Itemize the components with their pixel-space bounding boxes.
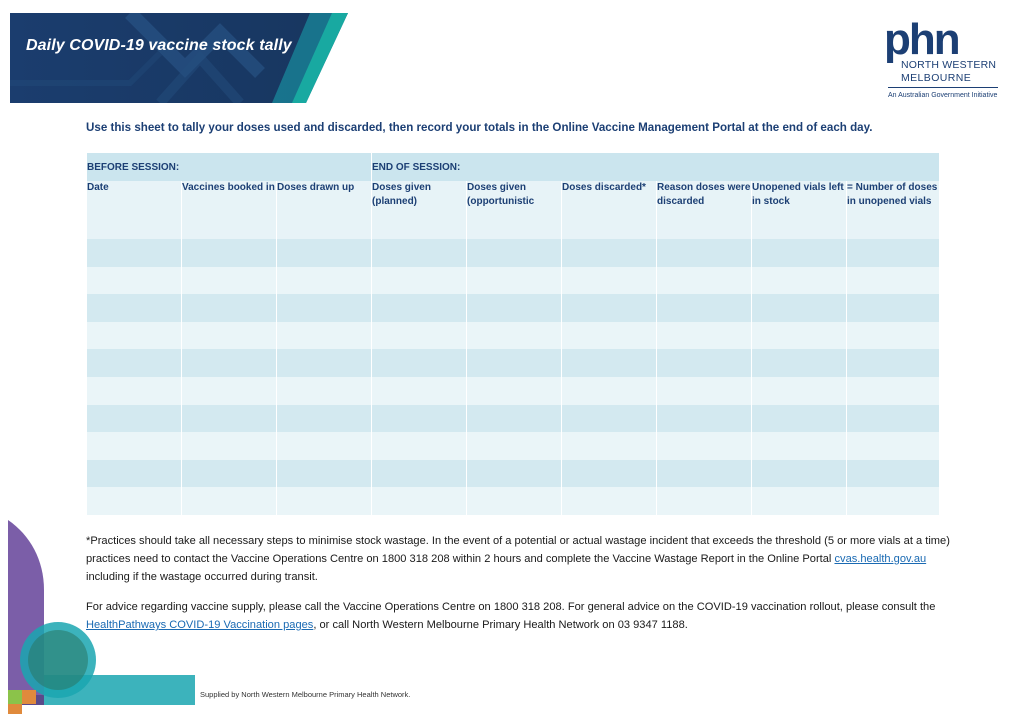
page-title: Daily COVID-19 vaccine stock tally — [26, 37, 292, 54]
col-header-unopened-vials: Unopened vials left in stock — [752, 181, 847, 239]
table-cell[interactable] — [372, 322, 467, 350]
table-row — [87, 294, 940, 322]
healthpathways-link[interactable]: HealthPathways COVID-19 Vaccination pages — [86, 619, 314, 631]
table-cell[interactable] — [277, 405, 372, 433]
advice-text-2: , or call North Western Melbourne Primary Health Network on 03 9347 1188. — [313, 619, 688, 631]
table-cell[interactable] — [467, 267, 562, 295]
table-cell[interactable] — [182, 267, 277, 295]
col-header-doses-in-vials: = Number of doses in unopened vials — [847, 181, 940, 239]
table-cell[interactable] — [752, 432, 847, 460]
cvas-link[interactable]: cvas.health.gov.au — [834, 553, 927, 565]
table-cell[interactable] — [277, 487, 372, 515]
table-cell[interactable] — [372, 460, 467, 488]
table-cell[interactable] — [87, 322, 182, 350]
table-cell[interactable] — [562, 487, 657, 515]
col-header-reason-discarded: Reason doses were discarded — [657, 181, 752, 239]
table-cell[interactable] — [562, 377, 657, 405]
table-cell[interactable] — [657, 460, 752, 488]
header-banner — [10, 13, 350, 103]
table-cell[interactable] — [847, 405, 940, 433]
table-cell[interactable] — [847, 349, 940, 377]
table-cell[interactable] — [372, 487, 467, 515]
table-row — [87, 487, 940, 515]
section-header-row — [87, 153, 940, 181]
logo-divider — [888, 87, 998, 88]
table-cell[interactable] — [562, 294, 657, 322]
table-cell[interactable] — [182, 432, 277, 460]
intro-text: Use this sheet to tally your doses used and discarded, then record your totals in the Online Vaccine Management Portal at the end of each day. — [86, 121, 873, 134]
table-cell[interactable] — [467, 432, 562, 460]
table-cell[interactable] — [277, 294, 372, 322]
phn-logo — [884, 15, 1014, 104]
table-cell[interactable] — [467, 487, 562, 515]
table-cell[interactable] — [467, 322, 562, 350]
table-cell[interactable] — [562, 349, 657, 377]
table-cell[interactable] — [372, 377, 467, 405]
table-cell[interactable] — [277, 432, 372, 460]
table-cell[interactable] — [87, 405, 182, 433]
table-cell[interactable] — [752, 405, 847, 433]
table-cell[interactable] — [847, 432, 940, 460]
table-cell[interactable] — [277, 460, 372, 488]
logo-line-1: NORTH WESTERN — [901, 59, 997, 71]
tally-table — [86, 153, 940, 515]
table-cell[interactable] — [372, 349, 467, 377]
table-cell[interactable] — [182, 322, 277, 350]
table-cell[interactable] — [372, 405, 467, 433]
col-header-doses-drawn: Doses drawn up — [277, 181, 372, 239]
table-cell[interactable] — [182, 460, 277, 488]
table-cell[interactable] — [657, 432, 752, 460]
table-cell[interactable] — [752, 239, 847, 267]
table-cell[interactable] — [87, 432, 182, 460]
table-cell[interactable] — [87, 377, 182, 405]
table-cell[interactable] — [182, 487, 277, 515]
table-cell[interactable] — [277, 349, 372, 377]
table-cell[interactable] — [847, 322, 940, 350]
table-cell[interactable] — [752, 322, 847, 350]
table-cell[interactable] — [847, 294, 940, 322]
table-cell[interactable] — [467, 294, 562, 322]
table-cell[interactable] — [847, 487, 940, 515]
table-cell[interactable] — [562, 239, 657, 267]
table-cell[interactable] — [562, 460, 657, 488]
table-cell[interactable] — [657, 405, 752, 433]
col-header-doses-opportunistic: Doses given (opportunistic — [467, 181, 562, 239]
table-cell[interactable] — [182, 294, 277, 322]
table-cell[interactable] — [467, 349, 562, 377]
corner-decoration — [0, 515, 195, 721]
table-cell[interactable] — [372, 239, 467, 267]
table-cell[interactable] — [657, 267, 752, 295]
table-row — [87, 377, 940, 405]
table-row — [87, 239, 940, 267]
table-cell[interactable] — [657, 349, 752, 377]
table-cell[interactable] — [277, 322, 372, 350]
table-cell[interactable] — [467, 239, 562, 267]
table-cell[interactable] — [847, 460, 940, 488]
table-row — [87, 322, 940, 350]
table-row — [87, 432, 940, 460]
table-cell[interactable] — [372, 267, 467, 295]
table-cell[interactable] — [277, 377, 372, 405]
table-cell[interactable] — [372, 432, 467, 460]
column-header-row — [87, 181, 940, 239]
table-cell[interactable] — [182, 377, 277, 405]
section-before-session: BEFORE SESSION: — [87, 153, 372, 181]
advice-paragraph — [86, 598, 956, 634]
table-cell[interactable] — [87, 487, 182, 515]
table-cell[interactable] — [752, 377, 847, 405]
table-cell[interactable] — [182, 349, 277, 377]
table-row — [87, 267, 940, 295]
table-cell[interactable] — [657, 487, 752, 515]
table-cell[interactable] — [87, 294, 182, 322]
table-cell[interactable] — [657, 377, 752, 405]
col-header-vaccines-booked: Vaccines booked in — [182, 181, 277, 239]
footnote-text-1: *Practices should take all necessary steps to minimise stock wastage. In the event of a potential or actual wastage incident that exceeds the threshold (5 or more vials at a time) practices need to contact the Vaccine Operations Centre on 1800 318 208 within 2 hours and complete the Vaccine Wastage Report in the Online Portal — [86, 535, 950, 565]
table-cell[interactable] — [752, 267, 847, 295]
table-cell[interactable] — [87, 460, 182, 488]
table-row — [87, 349, 940, 377]
table-cell[interactable] — [562, 322, 657, 350]
table-cell[interactable] — [467, 405, 562, 433]
advice-text-1: For advice regarding vaccine supply, please call the Vaccine Operations Centre on 1800 318 208. For general advice on the COVID-19 vaccination rollout, please consult the — [86, 601, 936, 613]
table-cell[interactable] — [752, 349, 847, 377]
table-cell[interactable] — [562, 267, 657, 295]
tally-body — [87, 239, 940, 515]
supplied-by-text: Supplied by North Western Melbourne Primary Health Network. — [200, 690, 411, 699]
table-cell[interactable] — [277, 267, 372, 295]
table-cell[interactable] — [467, 377, 562, 405]
table-row — [87, 460, 940, 488]
table-cell[interactable] — [372, 294, 467, 322]
table-cell[interactable] — [182, 405, 277, 433]
section-end-of-session: END OF SESSION: — [372, 153, 940, 181]
table-cell[interactable] — [277, 239, 372, 267]
table-cell[interactable] — [182, 239, 277, 267]
table-cell[interactable] — [752, 487, 847, 515]
logo-tagline: An Australian Government Initiative — [888, 92, 998, 99]
table-cell[interactable] — [847, 239, 940, 267]
table-cell[interactable] — [657, 294, 752, 322]
table-cell[interactable] — [562, 432, 657, 460]
table-cell[interactable] — [847, 267, 940, 295]
banner-graphic — [10, 13, 350, 103]
table-cell[interactable] — [467, 460, 562, 488]
col-header-date: Date — [87, 181, 182, 239]
table-cell[interactable] — [87, 239, 182, 267]
wastage-footnote — [86, 532, 956, 586]
table-cell[interactable] — [752, 460, 847, 488]
table-cell[interactable] — [657, 322, 752, 350]
table-cell[interactable] — [752, 294, 847, 322]
table-cell[interactable] — [87, 267, 182, 295]
col-header-doses-planned: Doses given (planned) — [372, 181, 467, 239]
table-cell[interactable] — [847, 377, 940, 405]
col-header-doses-discarded: Doses discarded* — [562, 181, 657, 239]
logo-mark: phn — [884, 15, 959, 64]
table-cell[interactable] — [562, 405, 657, 433]
logo-line-2: MELBOURNE — [901, 72, 972, 84]
table-cell[interactable] — [657, 239, 752, 267]
footnote-text-2: including if the wastage occurred during transit. — [86, 571, 318, 583]
table-cell[interactable] — [87, 349, 182, 377]
table-row — [87, 405, 940, 433]
